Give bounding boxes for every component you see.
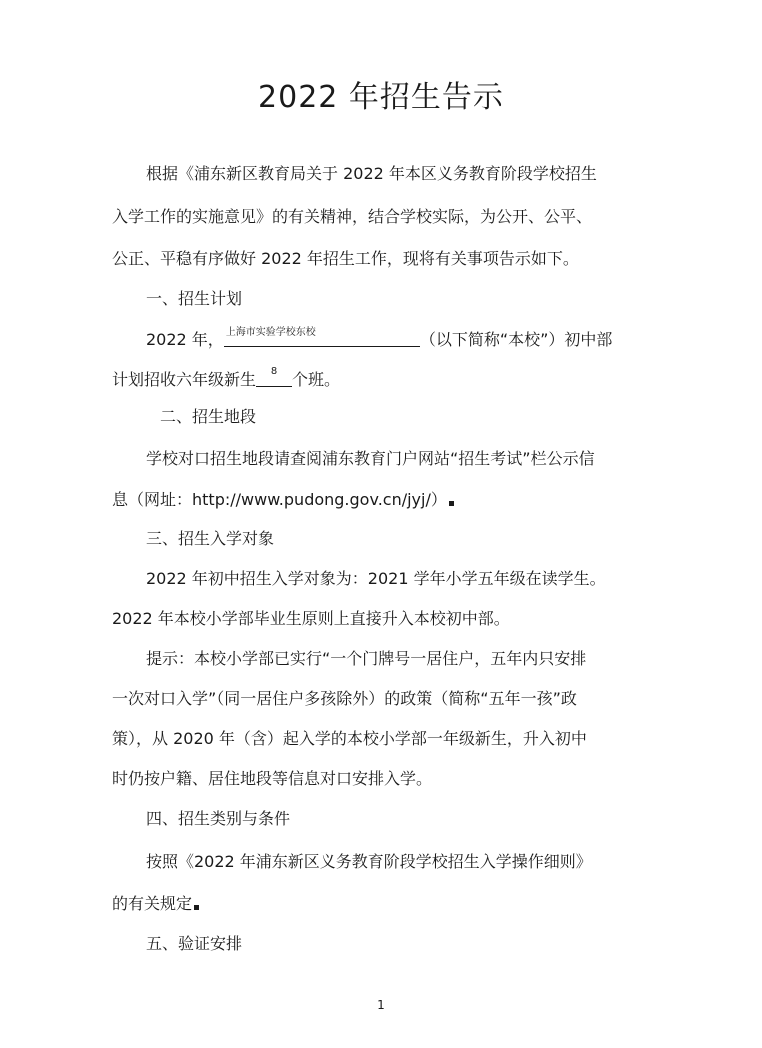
year-prefix: 2022 年， <box>146 330 224 349</box>
section-3-line-2: 2022 年本校小学部毕业生原则上直接升入本校初中部。 <box>112 609 510 628</box>
intro-line-3: 公正、平稳有序做好 2022 年招生工作，现将有关事项告示如下。 <box>112 249 579 268</box>
plan-prefix: 计划招收六年级新生 <box>112 370 257 389</box>
website-text: 息（网址：http://www.pudong.gov.cn/jyj/） <box>112 490 447 509</box>
section-2-line-2 <box>112 489 454 511</box>
section-3-tip-4: 时仍按户籍、居住地段等信息对口安排入学。 <box>112 769 433 788</box>
section-4-heading: 四、招生类别与条件 <box>146 809 291 828</box>
section-5-heading: 五、验证安排 <box>146 934 243 953</box>
intro-line-1: 根据《浦东新区教育局关于 2022 年本区义务教育阶段学校招生 <box>146 164 597 183</box>
period-mark <box>449 501 454 506</box>
school-name-fill: 上海市实验学校东校 <box>225 327 316 338</box>
section-3-tip-2: 一次对口入学”（同一居住户多孩除外）的政策（简称“五年一孩”政 <box>112 689 577 708</box>
document-title: 2022 年招生告示 <box>258 80 504 115</box>
intro-line-2: 入学工作的实施意见》的有关精神，结合学校实际，为公开、公平、 <box>112 207 593 226</box>
section-2-line-1: 学校对口招生地段请查阅浦东教育门户网站“招生考试”栏公示信 <box>146 449 595 468</box>
section-3-line-1: 2022 年初中招生入学对象为：2021 学年小学五年级在读学生。 <box>146 569 606 588</box>
section-4-line-1: 按照《2022 年浦东新区义务教育阶段学校招生入学操作细则》 <box>146 852 592 871</box>
period-mark <box>194 905 199 910</box>
class-count-fill: 8 <box>270 366 278 377</box>
plan-suffix: 个班。 <box>292 370 341 389</box>
page-number: 1 <box>377 998 385 1012</box>
section-4-line-2 <box>112 893 199 915</box>
section-3-tip-1: 提示：本校小学部已实行“一个门牌号一居住户，五年内只安排 <box>146 649 587 668</box>
section-1-heading: 一、招生计划 <box>146 289 243 308</box>
class-count-blank <box>256 368 292 387</box>
section-3-heading: 三、招生入学对象 <box>146 529 275 548</box>
school-suffix: （以下简称“本校”）初中部 <box>419 330 613 349</box>
section-2-heading: 二、招生地段 <box>160 407 257 426</box>
regulation-text: 的有关规定 <box>112 894 193 913</box>
section-1-line-2 <box>112 368 340 391</box>
section-1-line-1 <box>146 328 612 351</box>
school-name-blank <box>224 328 420 347</box>
section-3-tip-3: 策），从 2020 年（含）起入学的本校小学部一年级新生，升入初中 <box>112 729 587 748</box>
